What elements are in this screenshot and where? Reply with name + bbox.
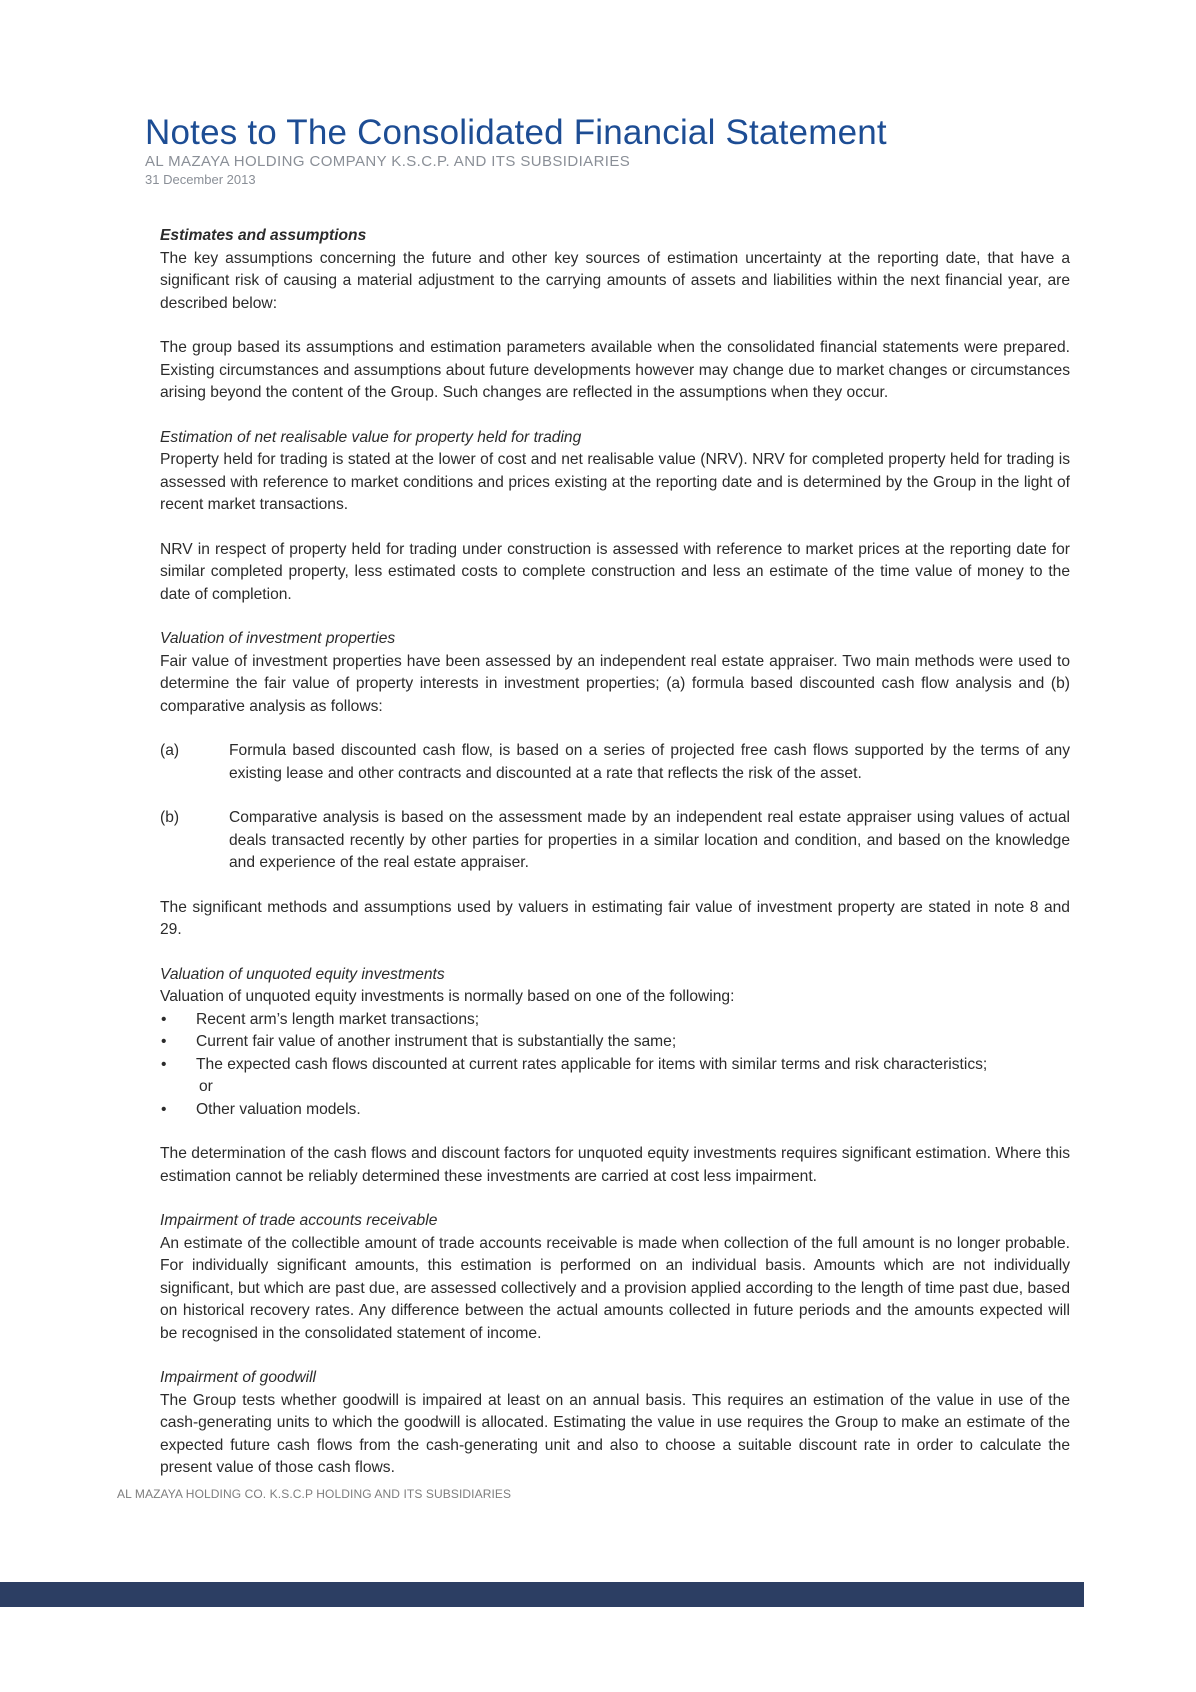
bullet-icon: • [161,1055,167,1073]
or-text: or [199,1078,213,1095]
footer-bar [0,1582,1084,1607]
section-heading: Impairment of trade accounts receivable [160,1212,438,1229]
list-item [160,1031,1070,1054]
paragraph: The significant methods and assumptions used by valuers in estimating fair value of investment property are stated in note 8 and 29. [160,898,1070,938]
section-investment-properties [160,628,1070,942]
section-unquoted-equity [160,964,1070,1189]
list-item [160,1099,1070,1122]
section-heading: Estimates and assumptions [160,227,367,244]
report-date: 31 December 2013 [145,172,256,187]
section-heading: Valuation of investment properties [160,630,396,647]
list-marker: (a) [160,742,180,759]
bullet-icon: • [161,1033,167,1050]
bullet-icon: • [161,1010,167,1028]
list-item-text: Current fair value of another instrument that is substantially the same; [196,1033,677,1050]
bullet-icon: • [161,1100,167,1118]
company-name: AL MAZAYA HOLDING COMPANY K.S.C.P. AND ITS SUBSIDIARIES [145,153,631,170]
paragraph: An estimate of the collectible amount of trade accounts receivable is made when collection of the full amount is no longer probable. For individually significant amounts, this estimation is performed on an individual basis. Amounts which are not individually significant, but which are past due, are assessed collectively and a provision applied according to the length of time past due, based on historical recovery rates. Any difference between the actual amounts collected in future periods and the amounts expected will be recognised in the consolidated statement of income. [160,1234,1070,1342]
section-goodwill [160,1367,1070,1480]
paragraph: NRV in respect of property held for trading under construction is assessed with reference to market prices at the reporting date for similar completed property, less estimated costs to complete construction and less an estimate of the time value of money to the date of completion. [160,540,1070,603]
section-heading: Estimation of net realisable value for property held for trading [160,428,582,446]
list-item-text: The expected cash flows discounted at current rates applicable for items with similar terms and risk characteristics; [196,1055,988,1073]
list-item [160,1009,1070,1032]
bullet-list [160,1009,1070,1122]
paragraph: Property held for trading is stated at the lower of cost and net realisable value (NRV). NRV for completed property held for trading is assessed with reference to market conditions and prices existing at the reporting date and is determined by the Group in the light of recent market transactions. [160,451,1070,513]
section-heading: Valuation of unquoted equity investments [160,965,445,983]
list-item [160,740,1070,785]
list-item-text: Other valuation models. [196,1100,361,1118]
list-marker: (b) [160,809,180,826]
paragraph: Fair value of investment properties have been assessed by an independent real estate appraiser. Two main methods were used to determine the fair value of property interests in investment properties; (a) formula based discounted cash flow analysis and (b) comparative analysis as follows: [160,652,1070,715]
document-body [160,225,1070,1480]
paragraph: The group based its assumptions and estimation parameters available when the consolidated financial statements were prepared. Existing circumstances and assumptions about future developments however may change due to market changes or circumstances arising beyond the content of the Group. Such changes are reflected in the assumptions when they occur. [160,339,1070,401]
section-estimates [160,225,1070,405]
list-item-text: Comparative analysis is based on the assessment made by an independent real estate appraiser using values of actual deals transacted recently by other parties for properties in a similar location and condition, and based on the knowledge and experience of the real estate appraiser. [229,809,1070,871]
section-trade-receivable [160,1210,1070,1345]
list-item-text: Recent arm’s length market transactions; [196,1010,480,1028]
paragraph: Valuation of unquoted equity investments is normally based on one of the following: [160,988,735,1005]
list-item [160,807,1070,875]
section-nrv [160,427,1070,607]
page-title: Notes to The Consolidated Financial Statement [145,113,887,152]
footer-company: AL MAZAYA HOLDING CO. K.S.C.P HOLDING AND ITS SUBSIDIARIES [117,1487,512,1501]
paragraph: The Group tests whether goodwill is impaired at least on an annual basis. This requires an estimation of the value in use of the cash-generating units to which the goodwill is allocated. Estimating the value in use requires the Group to make an estimate of the expected future cash flows from the cash-generating unit and also to choose a suitable discount rate in order to calculate the present value of those cash flows. [160,1391,1070,1476]
list-item [160,1054,1070,1077]
page-header [145,112,1045,188]
list-item-text: Formula based discounted cash flow, is based on a series of projected free cash flows supported by the terms of any existing lease and other contracts and discounted at a rate that reflects the risk of the asset. [229,742,1070,782]
paragraph: The key assumptions concerning the future and other key sources of estimation uncertainty at the reporting date, that have a significant risk of causing a material adjustment to the carrying amounts of assets and liabilities within the next financial year, are described below: [160,249,1070,312]
section-heading: Impairment of goodwill [160,1369,317,1386]
paragraph: The determination of the cash flows and discount factors for unquoted equity investments requires significant estimation. Where this estimation cannot be reliably determined these investments are carried at cost less impairment. [160,1145,1070,1185]
